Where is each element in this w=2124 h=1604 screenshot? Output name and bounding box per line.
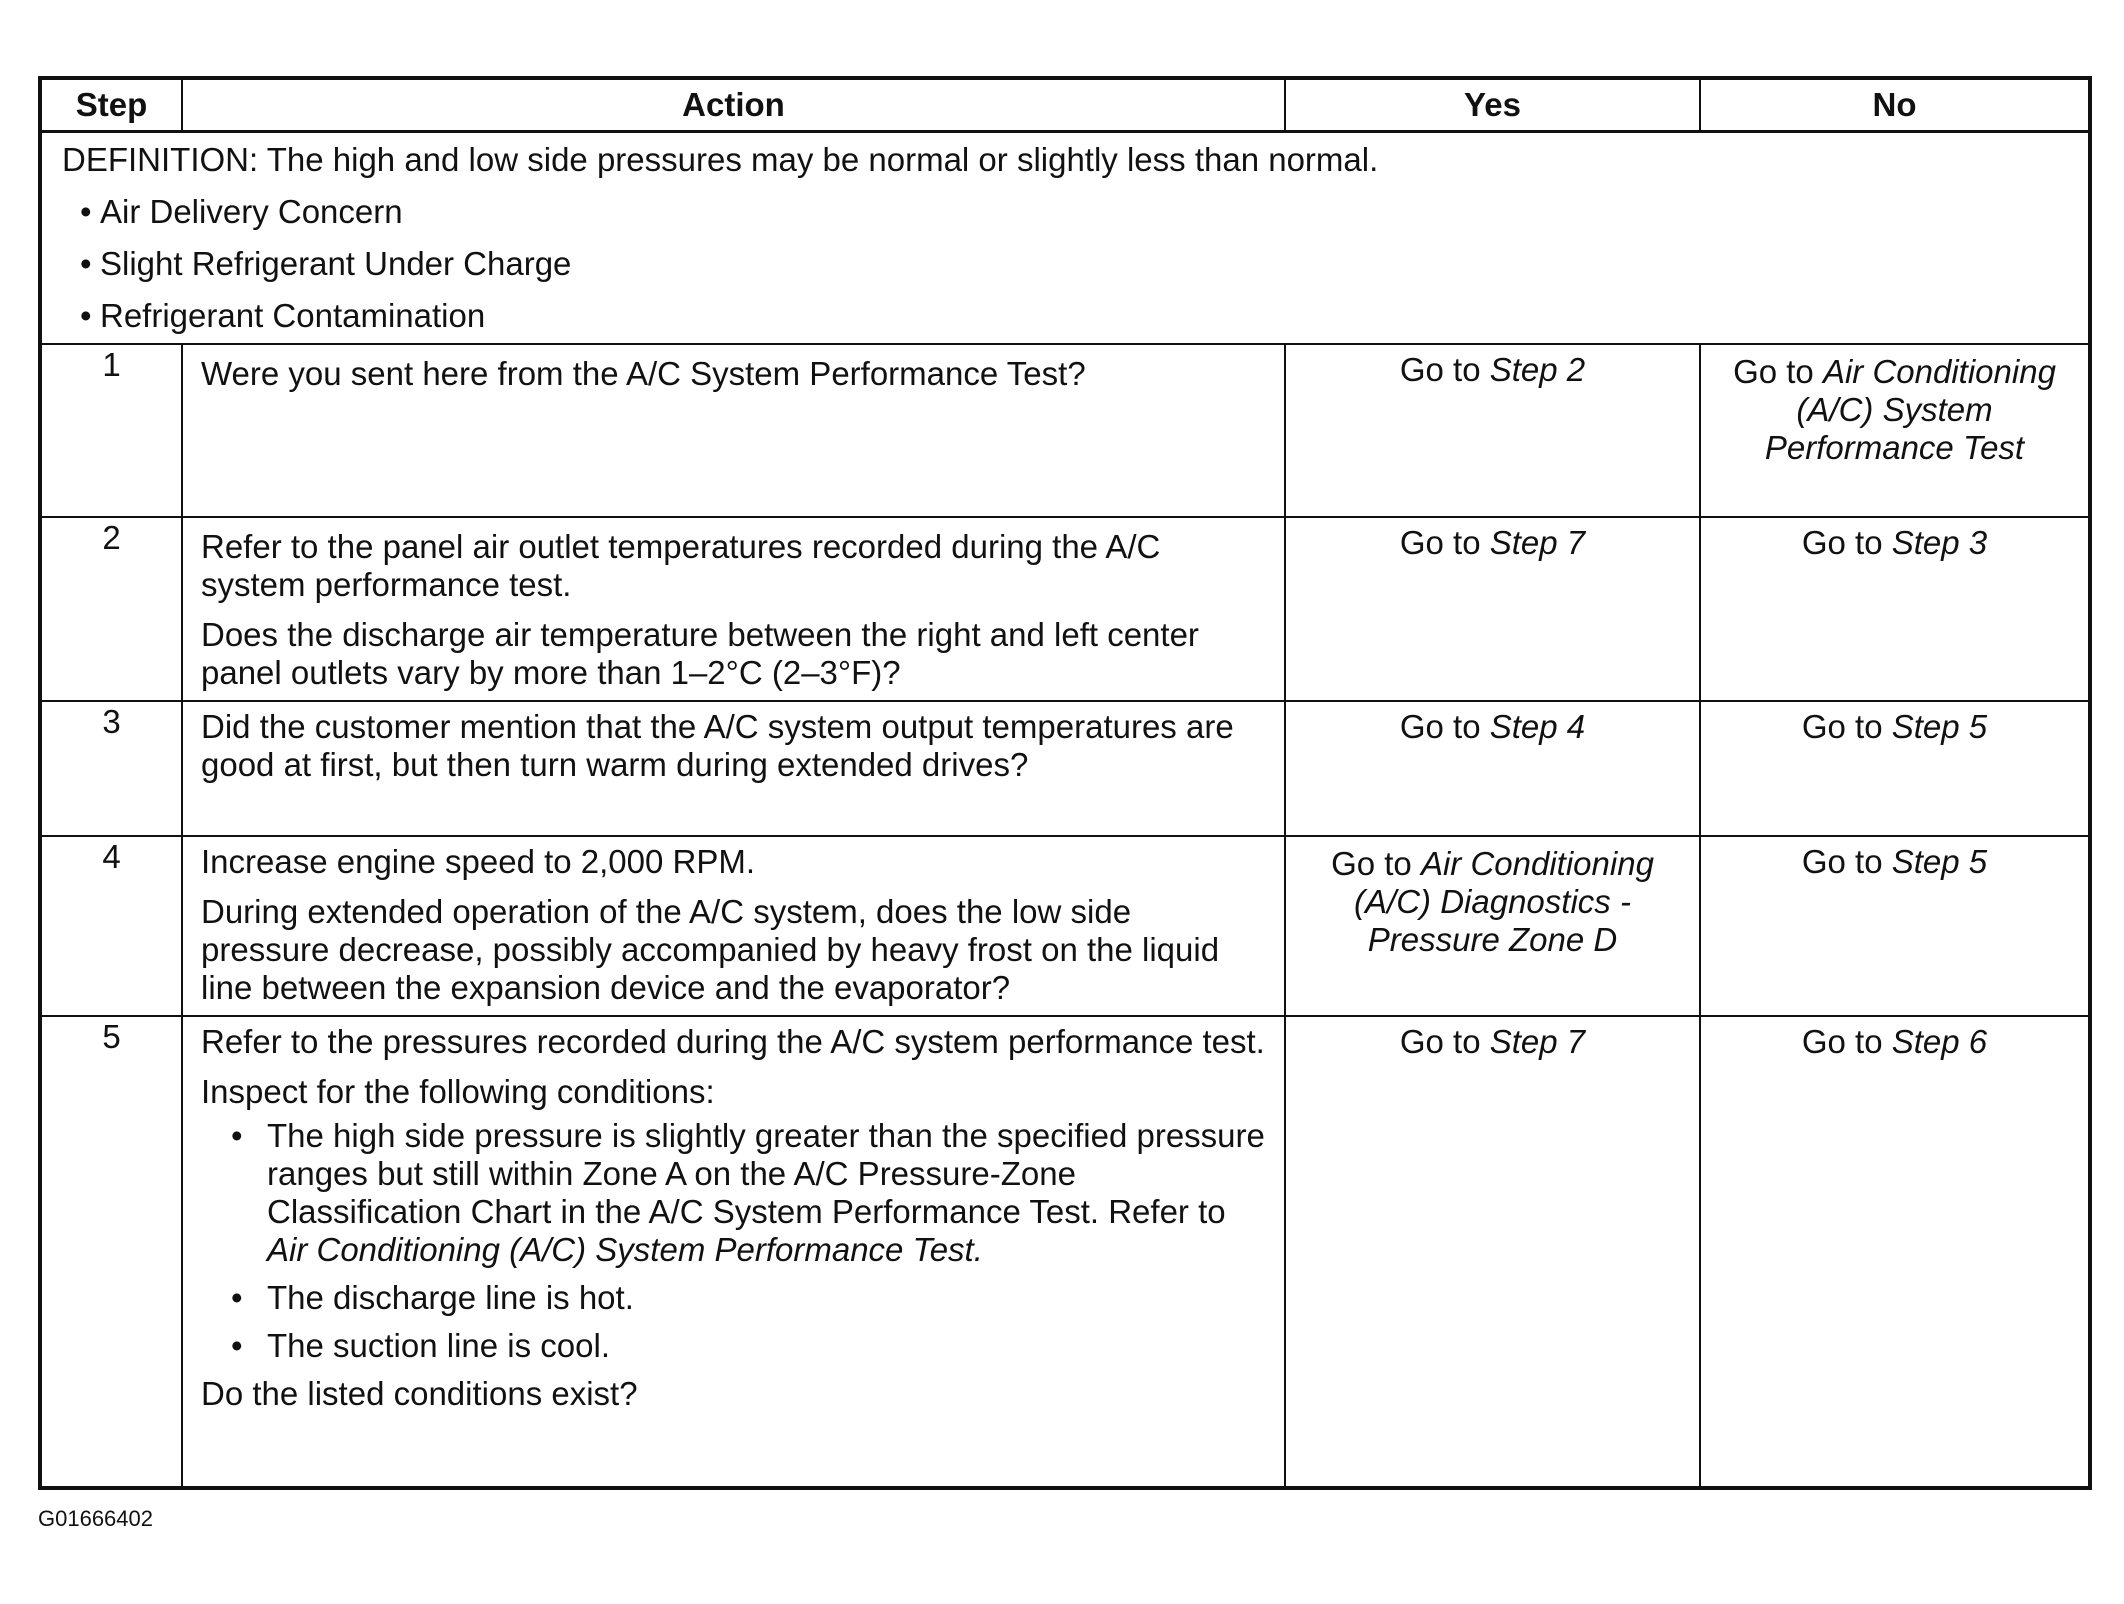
no-link[interactable]: Step 6: [1891, 1023, 1988, 1060]
action-text: Inspect for the following conditions:: [201, 1073, 715, 1110]
yes-prefix: Go to: [1331, 845, 1412, 882]
action-text: Were you sent here from the A/C System Performance Test?: [201, 355, 1086, 392]
no-prefix: Go to: [1733, 353, 1814, 390]
definition-list: [62, 193, 2068, 335]
header-action: Action: [182, 78, 1285, 132]
no-prefix: Go to: [1801, 708, 1883, 745]
step-number: 3: [40, 701, 182, 836]
condition-item: • The suction line is cool.: [201, 1327, 1266, 1365]
yes-cell: [1285, 836, 1700, 1016]
action-question: Did the customer mention that the A/C system output temperatures are good at first, but then turn warm during extended drives?: [201, 708, 1234, 783]
yes-cell: [1285, 701, 1700, 836]
definition-text: DEFINITION: The high and low side pressures may be normal or slightly less than normal.: [62, 141, 1379, 178]
no-cell: [1700, 344, 2090, 517]
action-text: Refer to the pressures recorded during the A/C system performance test.: [201, 1023, 1265, 1060]
condition-item: • The discharge line is hot.: [201, 1279, 1266, 1317]
step-row-3: [40, 701, 2090, 836]
no-link[interactable]: Step 5: [1891, 843, 1988, 880]
no-link[interactable]: Step 5: [1891, 708, 1988, 745]
action-text: Refer to the panel air outlet temperatures recorded during the A/C system performance test.: [201, 528, 1161, 603]
yes-cell: [1285, 344, 1700, 517]
no-cell: [1700, 517, 2090, 701]
action-cell: [182, 344, 1285, 517]
no-prefix: Go to: [1801, 843, 1883, 880]
yes-link[interactable]: Step 7: [1489, 1023, 1586, 1060]
no-cell: [1700, 1016, 2090, 1488]
definition-cell: [40, 132, 2090, 345]
no-link[interactable]: Step 3: [1891, 524, 1988, 561]
action-text: Increase engine speed to 2,000 RPM.: [201, 843, 756, 880]
yes-prefix: Go to: [1399, 708, 1481, 745]
yes-prefix: Go to: [1399, 524, 1481, 561]
definition-bullet: • Slight Refrigerant Under Charge: [62, 245, 2068, 283]
action-cell: [182, 517, 1285, 701]
figure-code: G01666402: [38, 1506, 153, 1531]
header-no: No: [1700, 78, 2090, 132]
yes-cell: [1285, 1016, 1700, 1488]
step-number: 5: [40, 1016, 182, 1488]
condition-item: [201, 1117, 1266, 1269]
action-question: Do the listed conditions exist?: [201, 1375, 638, 1412]
yes-prefix: Go to: [1399, 351, 1481, 388]
header-yes: Yes: [1285, 78, 1700, 132]
step-number: 2: [40, 517, 182, 701]
conditions-list: [201, 1117, 1266, 1365]
no-prefix: Go to: [1801, 524, 1883, 561]
yes-link[interactable]: Step 4: [1489, 708, 1586, 745]
definition-row: [40, 132, 2090, 345]
step-row-5: [40, 1016, 2090, 1488]
step-number: 4: [40, 836, 182, 1016]
step-row-1: [40, 344, 2090, 517]
header-step: Step: [40, 78, 182, 132]
step-row-2: [40, 517, 2090, 701]
no-prefix: Go to: [1801, 1023, 1883, 1060]
action-question: Does the discharge air temperature between the right and left center panel outlets vary by more than 1–2°C (2–3°F)?: [201, 616, 1199, 691]
condition-link[interactable]: Air Conditioning (A/C) System Performance Test.: [267, 1231, 983, 1268]
step-row-4: [40, 836, 2090, 1016]
condition-text: The high side pressure is slightly greater than the specified pressure ranges but still within Zone A on the A/C Pressure-Zone Classification Chart in the A/C System Performance Test. Refer to: [267, 1117, 1265, 1230]
action-cell: [182, 1016, 1285, 1488]
yes-link[interactable]: Step 7: [1489, 524, 1586, 561]
definition-bullet: • Refrigerant Contamination: [62, 297, 2068, 335]
no-link[interactable]: Air Conditioning (A/C) System Performance Test: [1764, 353, 2056, 466]
action-cell: [182, 701, 1285, 836]
yes-prefix: Go to: [1399, 1023, 1481, 1060]
action-question: During extended operation of the A/C system, does the low side pressure decrease, possibly accompanied by heavy frost on the liquid line between the expansion device and the evaporator?: [201, 893, 1220, 1006]
yes-link[interactable]: Air Conditioning (A/C) Diagnostics - Pressure Zone D: [1354, 845, 1654, 958]
yes-cell: [1285, 517, 1700, 701]
step-number: 1: [40, 344, 182, 517]
no-cell: [1700, 701, 2090, 836]
diagnostic-table: [38, 76, 2092, 1490]
action-cell: [182, 836, 1285, 1016]
yes-link[interactable]: Step 2: [1489, 351, 1586, 388]
definition-bullet: • Air Delivery Concern: [62, 193, 2068, 231]
header-row: [40, 78, 2090, 132]
no-cell: [1700, 836, 2090, 1016]
